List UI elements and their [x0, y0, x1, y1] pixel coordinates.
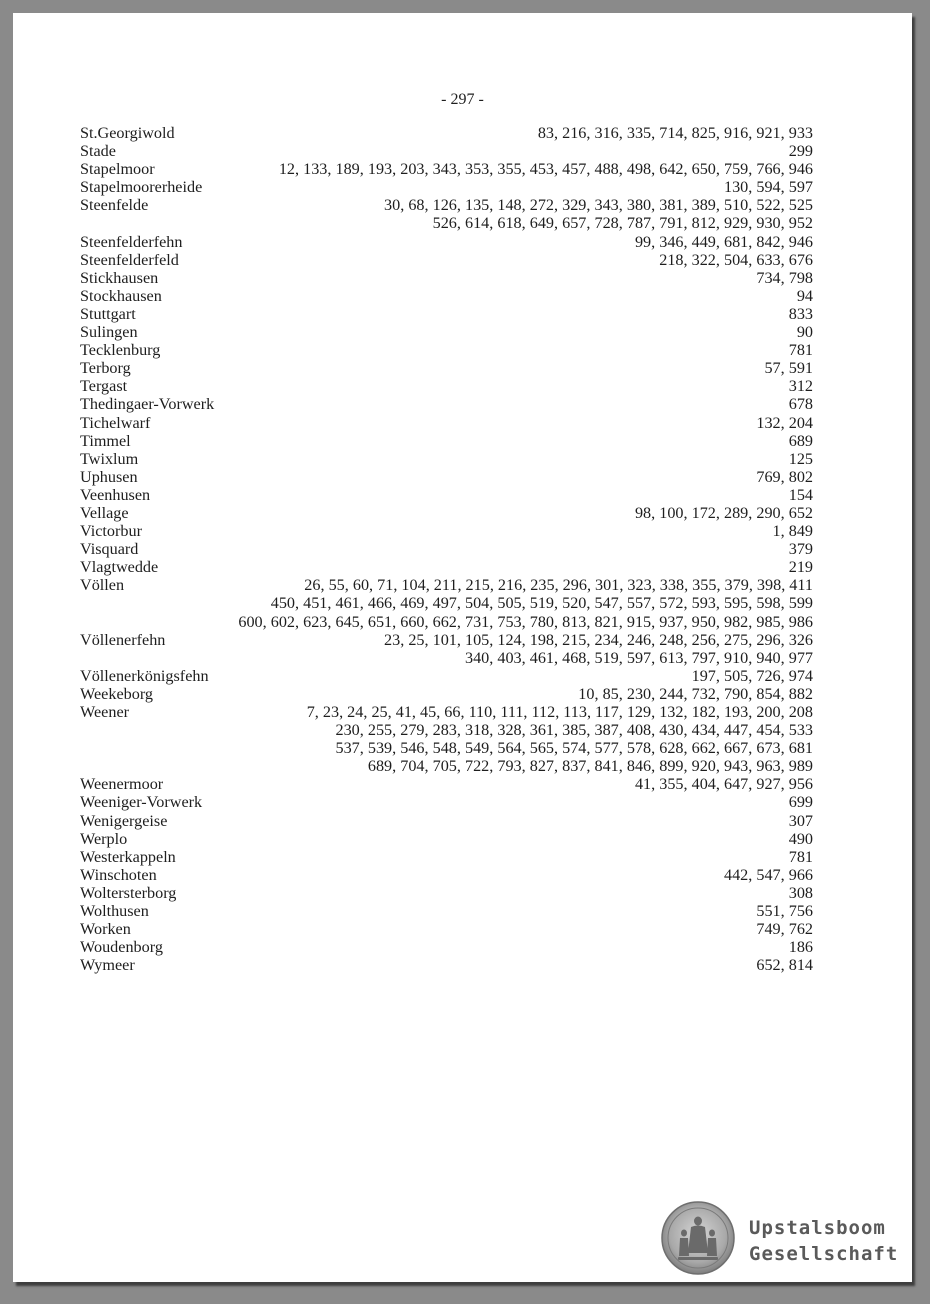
index-entry-line [80, 649, 813, 667]
index-entry-line [80, 287, 813, 305]
index-entry [80, 830, 813, 848]
index-entry [80, 793, 813, 811]
index-entry [80, 522, 813, 540]
place-name: Woltersterborg [80, 884, 180, 902]
index-entry-line [80, 341, 813, 359]
index-entry [80, 540, 813, 558]
page-references: 30, 68, 126, 135, 148, 272, 329, 343, 380, 381, 389, 510, 522, 525 [384, 196, 813, 215]
index-entry-line [80, 703, 813, 721]
document-page [13, 13, 912, 1282]
place-name: Stade [80, 142, 120, 160]
index-entry [80, 938, 813, 956]
index-entry-line [80, 613, 813, 631]
place-name: Stockhausen [80, 287, 166, 305]
index-entry [80, 178, 813, 196]
place-name: Tecklenburg [80, 341, 164, 359]
page-references: 23, 25, 101, 105, 124, 198, 215, 234, 246, 248, 256, 275, 296, 326 [384, 630, 813, 649]
index-entry-line [80, 522, 813, 540]
place-name: Stapelmoorerheide [80, 178, 206, 196]
index-entry-line [80, 812, 813, 830]
page-references: 689, 704, 705, 722, 793, 827, 837, 841, 846, 899, 920, 943, 963, 989 [367, 757, 813, 776]
index-entry [80, 287, 813, 305]
index-entry-line [80, 214, 813, 232]
index-entry [80, 432, 813, 450]
place-name: Werplo [80, 830, 131, 848]
page-references: 299 [788, 142, 813, 161]
index-entry-line [80, 631, 813, 649]
page-references: 130, 594, 597 [723, 178, 813, 197]
page-references: 308 [788, 883, 813, 902]
index-entry-line [80, 938, 813, 956]
page-references: 230, 255, 279, 283, 318, 328, 361, 385, 387, 408, 430, 434, 447, 454, 533 [335, 721, 813, 740]
place-name: Völlenerkönigsfehn [80, 667, 213, 685]
index-entry-line [80, 830, 813, 848]
place-index [80, 124, 813, 974]
page-references: 833 [788, 304, 813, 323]
page-references: 125 [788, 449, 813, 468]
index-entry-line [80, 540, 813, 558]
index-entry-line [80, 305, 813, 323]
index-entry [80, 703, 813, 775]
index-entry-line [80, 757, 813, 775]
index-entry [80, 450, 813, 468]
index-entry-line [80, 775, 813, 793]
place-name: Weener [80, 703, 133, 721]
place-name: Tergast [80, 377, 131, 395]
page-references: 41, 355, 404, 647, 927, 956 [634, 775, 813, 794]
index-entry-line [80, 866, 813, 884]
index-entry-line [80, 233, 813, 251]
index-entry [80, 956, 813, 974]
place-name: Weekeborg [80, 685, 157, 703]
place-name: Steenfelderfehn [80, 233, 186, 251]
page-number: - 297 - [441, 91, 484, 108]
index-entry-line [80, 432, 813, 450]
index-entry [80, 468, 813, 486]
place-name: St.Georgiwold [80, 124, 179, 142]
index-entry [80, 775, 813, 793]
index-entry-line [80, 956, 813, 974]
index-entry-line [80, 178, 813, 196]
index-entry [80, 233, 813, 251]
page-references: 678 [788, 395, 813, 414]
index-entry-line [80, 124, 813, 142]
place-name: Wymeer [80, 956, 139, 974]
page-references: 442, 547, 966 [723, 865, 813, 884]
index-entry [80, 667, 813, 685]
index-entry-line [80, 269, 813, 287]
page-references: 94 [796, 286, 813, 305]
page-references: 689 [788, 431, 813, 450]
page-references: 600, 602, 623, 645, 651, 660, 662, 731, 753, 780, 813, 821, 915, 937, 950, 982, 985, 986 [238, 612, 813, 631]
page-references: 769, 802 [756, 467, 813, 486]
index-entry-line [80, 558, 813, 576]
publisher-name-line-1: Upstalsboom [749, 1217, 886, 1239]
index-entry-line [80, 196, 813, 214]
place-name: Stickhausen [80, 269, 162, 287]
place-name: Weenermoor [80, 775, 167, 793]
page-references: 312 [788, 377, 813, 396]
page-references: 83, 216, 316, 335, 714, 825, 916, 921, 933 [537, 124, 813, 142]
page-references: 1, 849 [772, 522, 813, 541]
index-entry-line [80, 450, 813, 468]
index-entry [80, 196, 813, 232]
place-name: Westerkappeln [80, 848, 180, 866]
page-references: 26, 55, 60, 71, 104, 211, 215, 216, 235, 296, 301, 323, 338, 355, 379, 398, 411 [304, 576, 813, 595]
index-entry [80, 341, 813, 359]
place-name: Steenfelde [80, 196, 152, 214]
page-references: 490 [788, 829, 813, 848]
page-references: 551, 756 [756, 902, 813, 921]
index-entry-line [80, 395, 813, 413]
page-references: 98, 100, 172, 289, 290, 652 [634, 503, 813, 522]
page-references: 7, 23, 24, 25, 41, 45, 66, 110, 111, 112, 113, 117, 129, 132, 182, 193, 200, 208 [306, 703, 813, 721]
index-entry [80, 576, 813, 630]
publisher-mark [749, 1215, 898, 1267]
index-entry-line [80, 414, 813, 432]
index-entry-line [80, 160, 813, 178]
place-name: Visquard [80, 540, 142, 558]
index-entry [80, 142, 813, 160]
place-name: Völlenerfehn [80, 631, 169, 649]
index-entry-line [80, 594, 813, 612]
page-references: 749, 762 [756, 920, 813, 939]
index-entry-line [80, 739, 813, 757]
page-references: 450, 451, 461, 466, 469, 497, 504, 505, 519, 520, 547, 557, 572, 593, 595, 598, 599 [270, 594, 813, 613]
page-references: 219 [788, 558, 813, 577]
page-references: 652, 814 [756, 956, 813, 975]
page-references: 197, 505, 726, 974 [691, 666, 813, 685]
index-entry-line [80, 721, 813, 739]
index-entry [80, 414, 813, 432]
place-name: Uphusen [80, 468, 142, 486]
index-entry [80, 631, 813, 667]
page-references: 307 [788, 811, 813, 830]
place-name: Woudenborg [80, 938, 167, 956]
index-entry [80, 848, 813, 866]
page-references: 526, 614, 618, 649, 657, 728, 787, 791, 812, 929, 930, 952 [432, 214, 813, 233]
index-entry [80, 504, 813, 522]
place-name: Thedingaer-Vorwerk [80, 395, 218, 413]
place-name: Völlen [80, 576, 128, 594]
index-entry [80, 486, 813, 504]
page-references: 537, 539, 546, 548, 549, 564, 565, 574, 577, 578, 628, 662, 667, 673, 681 [335, 739, 813, 758]
place-name: Sulingen [80, 323, 142, 341]
index-entry-line [80, 359, 813, 377]
seal-icon [661, 1201, 735, 1275]
index-entry-line [80, 920, 813, 938]
index-entry-line [80, 468, 813, 486]
index-entry-line [80, 251, 813, 269]
place-name: Steenfelderfeld [80, 251, 183, 269]
page-references: 781 [788, 847, 813, 866]
place-name: Wenigergeise [80, 812, 171, 830]
index-entry [80, 920, 813, 938]
page-references: 10, 85, 230, 244, 732, 790, 854, 882 [578, 684, 813, 703]
place-name: Vellage [80, 504, 133, 522]
index-entry-line [80, 504, 813, 522]
page-references: 57, 591 [764, 359, 813, 378]
index-entry-line [80, 667, 813, 685]
index-entry [80, 251, 813, 269]
page-references: 379 [788, 540, 813, 559]
index-entry [80, 902, 813, 920]
index-entry [80, 160, 813, 178]
place-name: Worken [80, 920, 135, 938]
index-entry [80, 124, 813, 142]
index-entry [80, 323, 813, 341]
index-entry-line [80, 902, 813, 920]
place-name: Victorbur [80, 522, 146, 540]
index-entry-line [80, 685, 813, 703]
index-entry [80, 269, 813, 287]
index-entry-line [80, 576, 813, 594]
index-entry [80, 884, 813, 902]
index-entry [80, 305, 813, 323]
index-entry [80, 359, 813, 377]
place-name: Stuttgart [80, 305, 140, 323]
page-references: 154 [788, 485, 813, 504]
place-name: Twixlum [80, 450, 142, 468]
index-entry [80, 377, 813, 395]
index-entry [80, 812, 813, 830]
page-references: 12, 133, 189, 193, 203, 343, 353, 355, 453, 457, 488, 498, 642, 650, 759, 766, 946 [278, 160, 813, 179]
index-entry-line [80, 142, 813, 160]
place-name: Winschoten [80, 866, 161, 884]
page-references: 90 [796, 323, 813, 342]
place-name: Weeniger-Vorwerk [80, 793, 206, 811]
page-references: 132, 204 [756, 413, 813, 432]
index-entry-line [80, 486, 813, 504]
index-entry-line [80, 884, 813, 902]
place-name: Wolthusen [80, 902, 153, 920]
page-references: 781 [788, 341, 813, 360]
index-entry-line [80, 323, 813, 341]
page-references: 699 [788, 793, 813, 812]
index-entry [80, 558, 813, 576]
page-references: 99, 346, 449, 681, 842, 946 [634, 232, 813, 251]
index-entry-line [80, 377, 813, 395]
index-entry [80, 395, 813, 413]
place-name: Vlagtwedde [80, 558, 162, 576]
page-references: 186 [788, 938, 813, 957]
page-references: 340, 403, 461, 468, 519, 597, 613, 797, 910, 940, 977 [464, 648, 813, 667]
place-name: Terborg [80, 359, 135, 377]
place-name: Timmel [80, 432, 135, 450]
place-name: Veenhusen [80, 486, 154, 504]
place-name: Stapelmoor [80, 160, 159, 178]
page-references: 734, 798 [756, 268, 813, 287]
index-entry-line [80, 793, 813, 811]
index-entry-line [80, 848, 813, 866]
index-entry [80, 685, 813, 703]
place-name: Tichelwarf [80, 414, 154, 432]
publisher-name-line-2: Gesellschaft [749, 1243, 899, 1265]
page-references: 218, 322, 504, 633, 676 [659, 250, 813, 269]
index-entry [80, 866, 813, 884]
